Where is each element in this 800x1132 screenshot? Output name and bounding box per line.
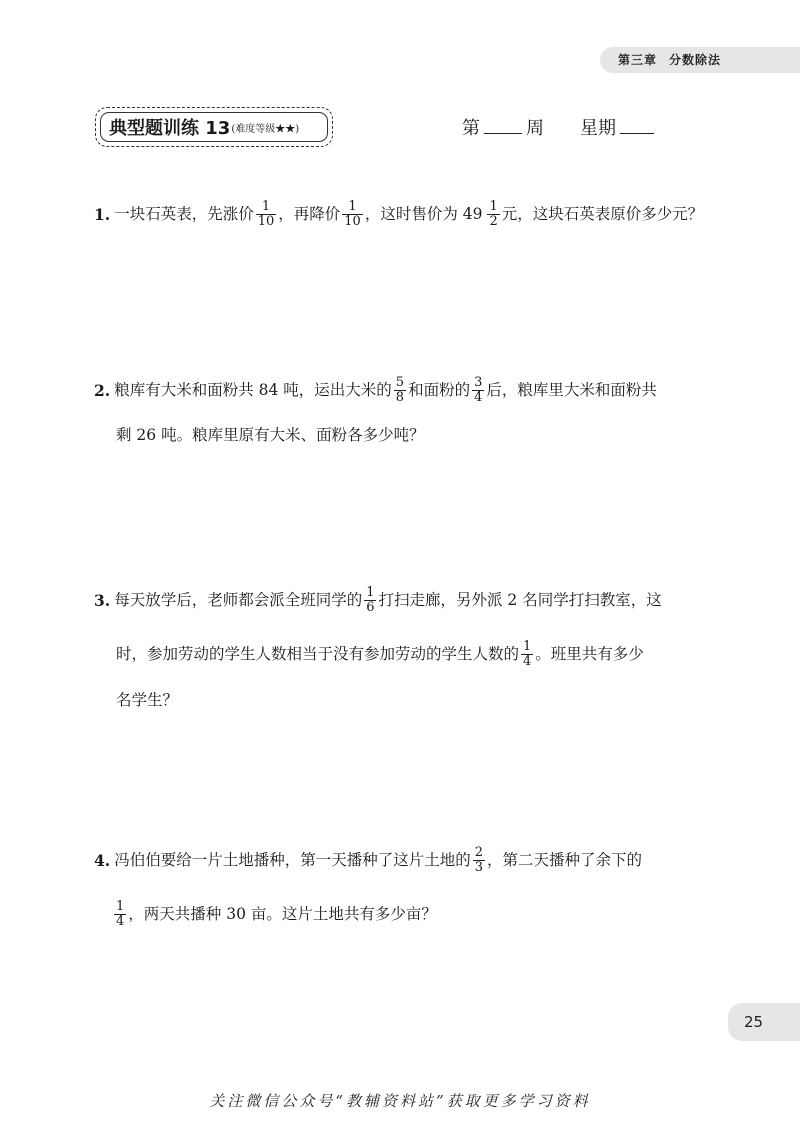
- question-text: 后，粮库里大米和面粉共: [486, 381, 657, 400]
- question-text: 每天放学后，老师都会派全班同学的: [114, 591, 363, 610]
- denominator: 4: [116, 914, 125, 930]
- week-prefix: 第: [462, 118, 480, 139]
- day-blank[interactable]: [620, 115, 654, 134]
- question-1: [94, 200, 703, 230]
- denominator: 10: [257, 214, 275, 230]
- section-label: 分数除法: [669, 53, 722, 67]
- denominator: 3: [474, 860, 483, 876]
- numerator: 2: [474, 845, 483, 860]
- question-2: [94, 376, 657, 406]
- numerator: 5: [395, 375, 405, 390]
- question-text: 打扫走廊，另外派 2 名同学打扫教室，这: [378, 591, 662, 610]
- question-number: 4.: [94, 851, 111, 871]
- question-text: ，两天共播种 30 亩。这片土地共有多少亩？: [128, 905, 437, 924]
- fraction: [487, 200, 499, 230]
- question-text: 粮库有大米和面粉共 84 吨，运出大米的: [114, 381, 392, 400]
- question-4-line-2: [112, 900, 437, 930]
- question-text: ，再降价: [278, 205, 341, 224]
- fraction: [364, 586, 376, 616]
- fraction: [114, 900, 126, 930]
- denominator: 8: [395, 390, 405, 406]
- fraction: [473, 846, 485, 876]
- difficulty-label: (难度等级★★): [231, 123, 300, 135]
- numerator: 1: [523, 639, 532, 654]
- page-number: 25: [744, 1013, 764, 1031]
- question-3: [94, 586, 662, 616]
- question-number: 3.: [94, 591, 111, 611]
- week-day-field: [462, 114, 654, 140]
- title-main: 典型题训练 13: [109, 118, 231, 139]
- question-text: 元，这块石英表原价多少元？: [501, 205, 704, 224]
- question-text: 一块石英表，先涨价: [114, 205, 254, 224]
- numerator: 1: [366, 585, 375, 600]
- question-number: 2.: [94, 381, 111, 401]
- question-text: 冯伯伯要给一片土地播种，第一天播种了这片土地的: [114, 851, 471, 870]
- fraction: [394, 376, 406, 406]
- denominator: 4: [474, 390, 483, 406]
- fraction: [256, 200, 277, 230]
- question-text: 时，参加劳动的学生人数相当于没有参加劳动的学生人数的: [116, 645, 520, 664]
- question-number: 1.: [94, 205, 111, 225]
- page-number-tab: [728, 1003, 800, 1041]
- question-text: 剩 26 吨。粮库里原有大米、面粉各多少吨？: [116, 426, 425, 444]
- numerator: 1: [348, 199, 357, 214]
- denominator: 2: [489, 214, 498, 230]
- day-label: 星期: [580, 118, 616, 139]
- chapter-label: 第三章: [618, 53, 658, 67]
- numerator: 1: [261, 199, 271, 214]
- denominator: 6: [366, 600, 375, 616]
- week-number-blank[interactable]: [484, 115, 522, 134]
- question-text: 。班里共有多少: [535, 645, 644, 664]
- question-2-line-2: [116, 428, 425, 444]
- chapter-title: [618, 51, 721, 68]
- question-text: 和面粉的: [408, 381, 471, 400]
- denominator: 10: [344, 214, 361, 230]
- week-label: 周: [526, 118, 544, 139]
- footer-note: 关注微信公众号“教辅资料站”获取更多学习资料: [209, 1092, 591, 1110]
- numerator: 3: [474, 375, 483, 390]
- question-3-line-3: [116, 693, 178, 709]
- numerator: 1: [489, 199, 498, 214]
- denominator: 4: [523, 654, 532, 670]
- question-4: [94, 846, 642, 876]
- question-3-line-2: [116, 640, 644, 670]
- fraction: [472, 376, 484, 406]
- question-text: ，这时售价为 49: [364, 205, 483, 224]
- numerator: 1: [116, 899, 125, 914]
- fraction: [342, 200, 363, 230]
- question-text: ，第二天播种了余下的: [486, 851, 642, 870]
- question-text: 名学生？: [116, 691, 179, 709]
- fraction: [521, 640, 533, 670]
- title-banner: [100, 112, 328, 142]
